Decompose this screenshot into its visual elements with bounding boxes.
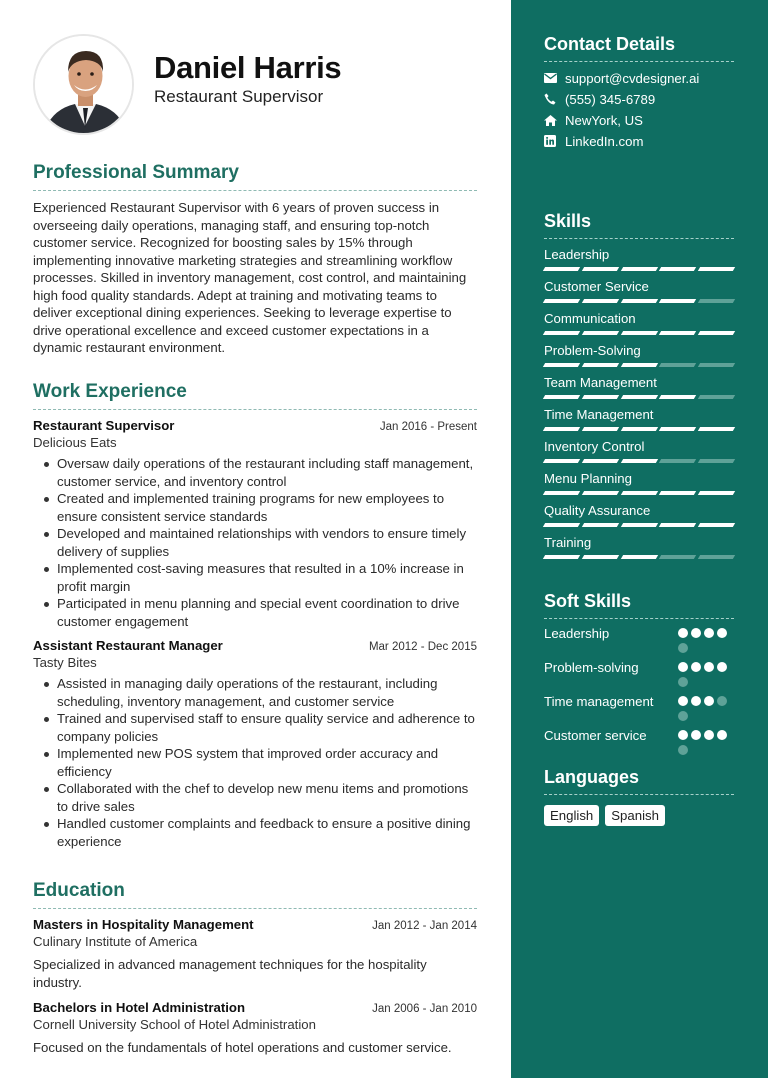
job-title: Restaurant Supervisor bbox=[33, 418, 175, 433]
summary-heading: Professional Summary bbox=[33, 162, 477, 191]
rating-dot bbox=[678, 662, 688, 672]
skill-name: Communication bbox=[544, 311, 636, 326]
rating-dot bbox=[717, 696, 727, 706]
soft-skills-heading: Soft Skills bbox=[544, 591, 734, 619]
skill-name: Training bbox=[544, 535, 592, 550]
contact-heading: Contact Details bbox=[544, 34, 734, 62]
skill-level-segment bbox=[698, 491, 735, 495]
skill-item bbox=[544, 503, 734, 527]
school-name: Cornell University School of Hotel Administration bbox=[33, 1017, 316, 1032]
rating-dot bbox=[678, 696, 688, 706]
skills-section bbox=[544, 211, 734, 559]
rating-dot bbox=[704, 730, 714, 740]
skill-level-segment bbox=[620, 459, 657, 463]
skill-level-segment bbox=[543, 363, 580, 367]
job-bullet: Collaborated with the chef to develop new menu items and promotions to drive sales bbox=[42, 780, 477, 815]
contact-linkedin[interactable] bbox=[544, 133, 734, 149]
rating-dot bbox=[691, 696, 701, 706]
skill-level-segment bbox=[659, 299, 696, 303]
skill-level-segment bbox=[543, 331, 580, 335]
profile-header bbox=[33, 34, 473, 134]
languages-section bbox=[544, 767, 734, 826]
skill-level-bar bbox=[544, 395, 734, 399]
contact-phone[interactable] bbox=[544, 91, 734, 107]
skill-level-segment bbox=[659, 491, 696, 495]
skill-level-segment bbox=[582, 331, 619, 335]
job-bullet: Created and implemented training programs for new employees to ensure consistent service standards bbox=[42, 490, 477, 525]
phone-icon bbox=[544, 93, 565, 105]
contact-linkedin-text: LinkedIn.com bbox=[565, 133, 644, 149]
job-bullet: Implemented cost-saving measures that resulted in a 10% increase in profit margin bbox=[42, 560, 477, 595]
contact-email-text: support@cvdesigner.ai bbox=[565, 70, 700, 86]
skill-level-segment bbox=[698, 395, 735, 399]
skill-level-segment bbox=[543, 427, 580, 431]
skill-level-segment bbox=[698, 267, 735, 271]
skill-level-segment bbox=[582, 491, 619, 495]
skill-level-segment bbox=[582, 427, 619, 431]
skills-heading: Skills bbox=[544, 211, 734, 239]
rating-dot bbox=[691, 730, 701, 740]
soft-skill-rating bbox=[678, 693, 734, 721]
degree-title: Bachelors in Hotel Administration bbox=[33, 1000, 246, 1015]
skill-level-segment bbox=[543, 491, 580, 495]
rating-dot bbox=[691, 628, 701, 638]
skill-item bbox=[544, 375, 734, 399]
job-bullets bbox=[33, 675, 477, 850]
rating-dot bbox=[717, 730, 727, 740]
education-description: Focused on the fundamentals of hotel operations and customer service. bbox=[33, 1040, 452, 1055]
skill-item bbox=[544, 343, 734, 367]
skill-level-segment bbox=[582, 395, 619, 399]
skill-level-segment bbox=[543, 555, 580, 559]
skill-level-segment bbox=[582, 267, 619, 271]
soft-skill-item bbox=[544, 625, 734, 653]
skill-name: Customer Service bbox=[544, 279, 649, 294]
contact-phone-text: (555) 345-6789 bbox=[565, 91, 656, 107]
summary-text: Experienced Restaurant Supervisor with 6 years of proven success in overseeing daily operations, managing staff, and ensuring top-notch customer service. Recognized for boosting sales by 15% through implementing innovative marketing strategies and streamlining workflow processes. Skilled in inventory management, cost control, and maintaining high food quality standards. Adept at training and motivating teams to deliver exceptional dining experiences. Seeking to leverage expertise to drive operational excellence and exceed customer expectations in a dynamic restaurant environment. bbox=[33, 200, 467, 355]
skill-level-segment bbox=[698, 363, 735, 367]
candidate-role: Restaurant Supervisor bbox=[154, 87, 324, 106]
skill-level-segment bbox=[582, 299, 619, 303]
education-section bbox=[33, 880, 477, 1066]
skill-level-segment bbox=[543, 299, 580, 303]
summary-section bbox=[33, 162, 477, 357]
soft-skill-name: Customer service bbox=[544, 728, 647, 743]
skill-item bbox=[544, 311, 734, 335]
job-bullet: Assisted in managing daily operations of the restaurant, including scheduling, inventory management, and customer service bbox=[42, 675, 477, 710]
skills-list bbox=[544, 247, 734, 559]
skill-level-bar bbox=[544, 299, 734, 303]
education-heading: Education bbox=[33, 880, 477, 909]
contact-location bbox=[544, 112, 734, 128]
education-date: Jan 2006 - Jan 2010 bbox=[372, 1003, 477, 1015]
skill-level-segment bbox=[543, 523, 580, 527]
work-section bbox=[33, 381, 477, 858]
rating-dot bbox=[678, 711, 688, 721]
job-bullet: Developed and maintained relationships with vendors to ensure timely delivery of supplies bbox=[42, 525, 477, 560]
skill-name: Quality Assurance bbox=[544, 503, 651, 518]
languages-heading: Languages bbox=[544, 767, 734, 795]
job-entry bbox=[33, 418, 477, 630]
skill-level-segment bbox=[620, 395, 657, 399]
job-company: Tasty Bites bbox=[33, 655, 97, 670]
skill-level-segment bbox=[698, 299, 735, 303]
language-badge: Spanish bbox=[605, 805, 665, 826]
skill-level-bar bbox=[544, 523, 734, 527]
skill-level-segment bbox=[582, 459, 619, 463]
skill-level-bar bbox=[544, 491, 734, 495]
skill-name: Menu Planning bbox=[544, 471, 632, 486]
work-heading: Work Experience bbox=[33, 381, 477, 410]
profile-photo bbox=[33, 34, 134, 135]
education-entry bbox=[33, 917, 477, 991]
languages-list bbox=[544, 805, 734, 826]
skill-level-segment bbox=[659, 395, 696, 399]
email-icon bbox=[544, 73, 565, 83]
soft-skill-item bbox=[544, 693, 734, 721]
skill-item bbox=[544, 471, 734, 495]
skill-level-segment bbox=[582, 363, 619, 367]
job-date: Jan 2016 - Present bbox=[379, 421, 477, 433]
skill-item bbox=[544, 535, 734, 559]
skill-level-segment bbox=[582, 523, 619, 527]
education-date: Jan 2012 - Jan 2014 bbox=[372, 920, 477, 932]
education-entry bbox=[33, 1000, 477, 1057]
rating-dot bbox=[678, 745, 688, 755]
skill-level-segment bbox=[659, 427, 696, 431]
rating-dot bbox=[704, 696, 714, 706]
skill-name: Problem-Solving bbox=[544, 343, 641, 358]
job-bullet: Implemented new POS system that improved order accuracy and efficiency bbox=[42, 745, 477, 780]
skill-level-segment bbox=[620, 267, 657, 271]
contact-section bbox=[544, 34, 734, 149]
skill-level-segment bbox=[620, 555, 657, 559]
linkedin-icon bbox=[544, 135, 565, 147]
job-bullets bbox=[33, 455, 477, 630]
rating-dot bbox=[678, 730, 688, 740]
skill-level-bar bbox=[544, 331, 734, 335]
skill-level-bar bbox=[544, 555, 734, 559]
skill-level-segment bbox=[659, 459, 696, 463]
job-company: Delicious Eats bbox=[33, 435, 117, 450]
skill-level-segment bbox=[582, 555, 619, 559]
skill-level-segment bbox=[543, 267, 580, 271]
skill-level-segment bbox=[543, 459, 580, 463]
skill-level-segment bbox=[659, 363, 696, 367]
soft-skills-list bbox=[544, 625, 734, 755]
candidate-name: Daniel Harris bbox=[154, 50, 342, 85]
skill-level-bar bbox=[544, 267, 734, 271]
skill-name: Leadership bbox=[544, 247, 610, 262]
soft-skill-item bbox=[544, 659, 734, 687]
skill-item bbox=[544, 279, 734, 303]
rating-dot bbox=[717, 628, 727, 638]
skill-item bbox=[544, 407, 734, 431]
job-bullet: Participated in menu planning and special event coordination to drive customer engagement bbox=[42, 595, 477, 630]
skill-level-bar bbox=[544, 427, 734, 431]
rating-dot bbox=[704, 662, 714, 672]
education-description: Specialized in advanced management techniques for the hospitality industry. bbox=[33, 957, 427, 990]
skill-level-segment bbox=[698, 459, 735, 463]
language-badge: English bbox=[544, 805, 599, 826]
job-title: Assistant Restaurant Manager bbox=[33, 638, 223, 653]
rating-dot bbox=[704, 628, 714, 638]
skill-level-segment bbox=[620, 363, 657, 367]
contact-email[interactable] bbox=[544, 70, 734, 86]
skill-item bbox=[544, 247, 734, 271]
skill-level-segment bbox=[620, 331, 657, 335]
rating-dot bbox=[678, 643, 688, 653]
soft-skills-section bbox=[544, 591, 734, 755]
home-icon bbox=[544, 115, 565, 126]
soft-skill-name: Leadership bbox=[544, 626, 610, 641]
sidebar bbox=[511, 0, 768, 1078]
soft-skill-rating bbox=[678, 659, 734, 687]
skill-level-bar bbox=[544, 363, 734, 367]
rating-dot bbox=[678, 677, 688, 687]
skill-level-segment bbox=[698, 555, 735, 559]
rating-dot bbox=[691, 662, 701, 672]
rating-dot bbox=[717, 662, 727, 672]
job-bullet: Trained and supervised staff to ensure quality service and adherence to company policies bbox=[42, 710, 477, 745]
skill-level-segment bbox=[659, 267, 696, 271]
skill-level-segment bbox=[620, 491, 657, 495]
contact-location-text: NewYork, US bbox=[565, 112, 643, 128]
skill-level-segment bbox=[620, 299, 657, 303]
skill-level-segment bbox=[698, 331, 735, 335]
skill-level-segment bbox=[698, 427, 735, 431]
skill-level-bar bbox=[544, 459, 734, 463]
soft-skill-rating bbox=[678, 727, 734, 755]
skill-item bbox=[544, 439, 734, 463]
skill-level-segment bbox=[659, 523, 696, 527]
skill-name: Team Management bbox=[544, 375, 657, 390]
school-name: Culinary Institute of America bbox=[33, 934, 198, 949]
skill-level-segment bbox=[543, 395, 580, 399]
skill-name: Inventory Control bbox=[544, 439, 645, 454]
job-date: Mar 2012 - Dec 2015 bbox=[368, 641, 477, 653]
job-entry bbox=[33, 638, 477, 850]
soft-skill-rating bbox=[678, 625, 734, 653]
soft-skill-name: Problem-solving bbox=[544, 660, 639, 675]
degree-title: Masters in Hospitality Management bbox=[33, 917, 254, 932]
skill-name: Time Management bbox=[544, 407, 654, 422]
job-bullet: Handled customer complaints and feedback to ensure a positive dining experience bbox=[42, 815, 477, 850]
skill-level-segment bbox=[620, 523, 657, 527]
skill-level-segment bbox=[659, 331, 696, 335]
job-bullet: Oversaw daily operations of the restaurant including staff management, customer service, and inventory control bbox=[42, 455, 477, 490]
rating-dot bbox=[678, 628, 688, 638]
skill-level-segment bbox=[659, 555, 696, 559]
soft-skill-name: Time management bbox=[544, 694, 654, 709]
soft-skill-item bbox=[544, 727, 734, 755]
skill-level-segment bbox=[698, 523, 735, 527]
skill-level-segment bbox=[620, 427, 657, 431]
